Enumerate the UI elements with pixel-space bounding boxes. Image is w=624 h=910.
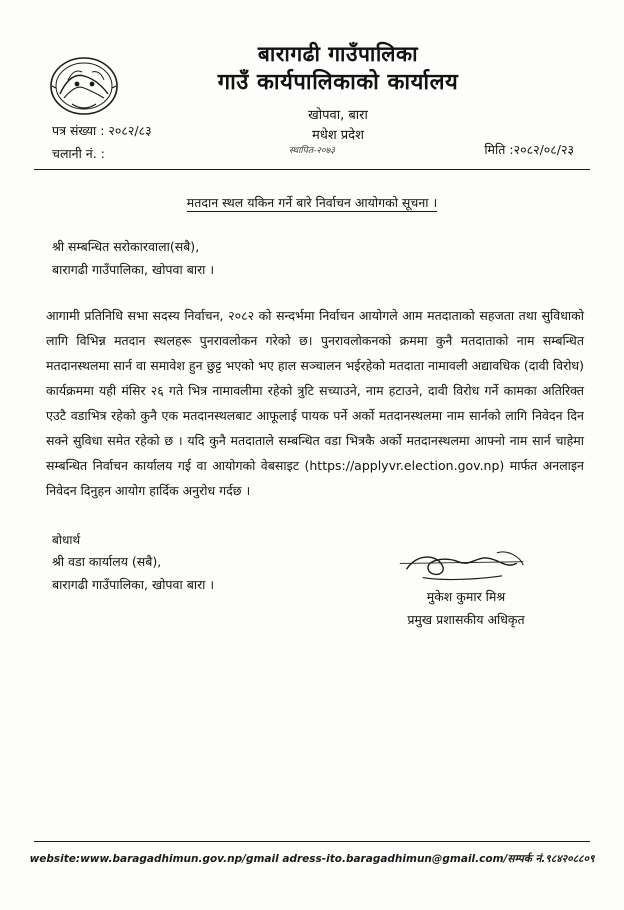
handwritten-signature-icon [366,548,566,586]
letter-date: मिति :२०८२/०८/२३ [484,142,574,158]
dispatch-number: चलानी नं. : [52,146,105,162]
addressee-line-1: श्री सम्बन्धित सरोकारवाला(सबै), [52,239,200,255]
footer-contact: website:www.baragadhimun.gov.np/gmail adress-ito.baragadhimun@gmail.com/सम्पर्क नं.९८४२०८८०९ [29,853,595,865]
cc-item: श्री वडा कार्यालय (सबै), [52,554,162,570]
footer-divider [34,841,590,842]
header-divider [34,169,590,170]
cc-item: बारागढी गाउँपालिका, खोपवा बारा । [52,577,215,593]
cc-title: बोधार्थ [52,533,81,548]
addressee-block [52,235,578,281]
letter-subject-text: मतदान स्थल यकिन गर्ने बारे निर्वाचन आयोगको सूचना । [186,195,438,211]
letter-body: आगामी प्रतिनिधि सभा सदस्य निर्वाचन, २०८२ को सन्दर्भमा निर्वाचन आयोगले आम मतदाताको सहजता तथा सुविधाको लागि विभिन्न मतदान स्थलहरू पुनरावलोकन गरेको छ। पुनरावलोकनको क्रममा कुनै मतदाताको नाम सम्बन्धित मतदानस्थलमा सार्न वा समावेश हुन छुट्ट भएको भए हाल सञ्चालन भईरहेको मतदाता नामावली अद्यावधिक (दावी विरोध) कार्यक्रममा यही मंसिर २६ गते भित्र नामावलीमा रहेको त्रुटि सच्याउने, नाम हटाउने, दावी विरोध गर्ने कामका अतिरिक्त एउटै वडाभित्र रहेको कुनै एक मतदानस्थलबाट आफूलाई पायक पर्ने अर्को मतदानस्थलमा नाम सार्नको लागि निवेदन दिन सक्ने सुविधा समेत रहेको छ । यदि कुनै मतदाताले सम्बन्धित वडा भित्रकै अर्को मतदानस्थलमा आफ्नो नाम सार्न चाहेमा सम्बन्धित निर्वाचन कार्यालय गई वा आयोगको वेबसाइट (https://applyvr.election.gov.np) मार्फत अनलाइन निवेदन दिनुहन आयोग हार्दिक अनुरोध गर्दछ । [46,308,584,499]
signature-block [366,548,566,628]
office-address: खोपवा, बारा [308,108,368,124]
office-province: मधेश प्रदेश [312,127,364,143]
letter-subject [0,194,624,211]
letter-meta [40,119,584,165]
organization-name: बारागढी गाउँपालिका [257,42,419,66]
signatory-designation: प्रमुख प्रशासकीय अधिकृत [407,612,525,627]
letter-number: पत्र संख्या : २०८२/८३ [52,123,152,139]
letter-reference [52,119,152,165]
office-name: गाउँ कार्यपालिकाको कार्यालय [217,70,459,96]
signatory-name: मुकेश कुमार मिश्र [426,589,506,604]
addressee-line-2: बारागढी गाउँपालिका, खोपवा बारा । [52,262,215,278]
office-seal-text: स्थापित-२०७३ [289,146,335,157]
